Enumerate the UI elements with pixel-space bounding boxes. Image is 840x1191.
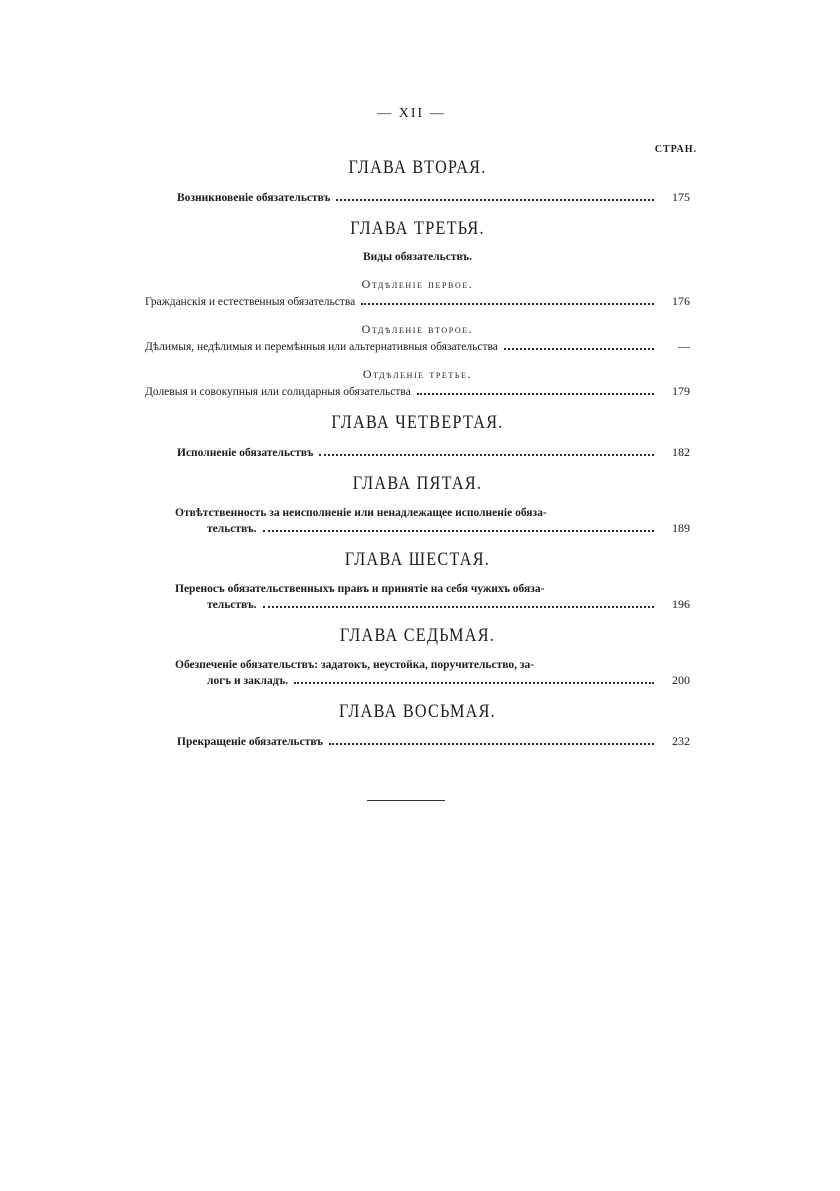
chapter-block (145, 445, 690, 461)
entry-page-number: 189 (672, 521, 690, 535)
toc-entry (145, 294, 690, 310)
entry-line (175, 673, 690, 689)
chapter-block (145, 322, 690, 355)
chapter-block (145, 367, 690, 400)
toc-entry (175, 582, 690, 613)
entry-page-number: 176 (672, 294, 690, 308)
entry-page-number: 179 (672, 384, 690, 398)
entry-page-number: 175 (672, 190, 690, 204)
entry-page-number: 200 (672, 673, 690, 687)
chapter-heading: ГЛАВА ТРЕТЬЯ. (350, 218, 485, 239)
entry-list (145, 190, 690, 206)
chapter (145, 701, 690, 750)
entry-page-number: 182 (672, 445, 690, 459)
entry-line (145, 339, 690, 355)
entry-page-number: 232 (672, 734, 690, 748)
entry-list (145, 506, 690, 537)
entry-title: Гражданскія и естественныя обязательства (145, 296, 356, 308)
entry-line (175, 506, 690, 521)
closing-rule (367, 800, 445, 801)
entry-line (145, 294, 690, 310)
dot-leader (329, 743, 654, 745)
dot-leader (504, 348, 654, 350)
toc-entry (177, 445, 690, 461)
toc-entry (175, 658, 690, 689)
chapter (145, 157, 690, 206)
chapter-subheading: Виды обязательствъ. (362, 251, 473, 263)
toc-entry (175, 506, 690, 537)
chapter (145, 549, 690, 613)
entry-title: Дѣлимыя, недѣлимыя и перемѣнныя или альтернативныя обязательства (145, 341, 498, 353)
chapter-heading: ГЛАВА ВОСЬМАЯ. (339, 701, 496, 722)
entry-line (175, 521, 690, 537)
chapter (145, 625, 690, 689)
chapter (145, 473, 690, 537)
chapter-heading: ГЛАВА ЧЕТВЕРТАЯ. (331, 412, 504, 433)
chapter-heading: ГЛАВА ПЯТАЯ. (352, 473, 483, 494)
dot-leader (361, 303, 654, 305)
entry-list (145, 384, 690, 400)
section-label: Отдѣленіе третье. (362, 367, 473, 381)
toc-entry (145, 384, 690, 400)
entry-list (145, 339, 690, 355)
entry-list (145, 658, 690, 689)
entry-title: тельствъ. (207, 523, 257, 535)
entry-title: логъ и закладъ. (207, 675, 289, 687)
dot-leader (294, 682, 654, 684)
entry-line (145, 384, 690, 400)
entry-title: Отвѣтственность за неисполненіе или ненадлежащее исполненіе обяза- (175, 507, 547, 519)
chapter-block (145, 658, 690, 689)
entry-page-number: — (678, 339, 690, 353)
dot-leader (319, 454, 654, 456)
entry-list (145, 734, 690, 750)
chapter (145, 412, 690, 461)
entry-list (145, 445, 690, 461)
toc-entry (177, 734, 690, 750)
entry-list (145, 294, 690, 310)
table-of-contents (145, 157, 690, 750)
entry-page-number: 196 (672, 597, 690, 611)
entry-list (145, 582, 690, 613)
entry-title: тельствъ. (207, 599, 257, 611)
section-label: Отдѣленіе первое. (361, 277, 474, 291)
page-column-label: СТРАН. (654, 144, 697, 155)
page-folio: — XII — (377, 106, 446, 121)
entry-line (177, 445, 690, 461)
entry-title: Прекращеніе обязательствъ (177, 736, 324, 748)
entry-title: Возникновеніе обязательствъ (177, 192, 331, 204)
entry-line (175, 597, 690, 613)
chapter-block (145, 506, 690, 537)
chapter-block (145, 277, 690, 310)
entry-title: Исполненіе обязательствъ (177, 447, 314, 459)
entry-line (177, 734, 690, 750)
entry-title: Обезпеченіе обязательствъ: задатокъ, неустойка, поручительство, за- (175, 659, 535, 671)
dot-leader (417, 393, 654, 395)
entry-line (175, 582, 690, 597)
chapter-block (145, 734, 690, 750)
dot-leader (336, 199, 654, 201)
chapter-block (145, 582, 690, 613)
chapter-heading: ГЛАВА ШЕСТАЯ. (344, 549, 491, 570)
toc-entry (177, 190, 690, 206)
chapter-heading: ГЛАВА СЕДЬМАЯ. (339, 625, 496, 646)
chapter-block (145, 190, 690, 206)
chapter (145, 218, 690, 400)
dot-leader (263, 530, 654, 532)
chapter-heading: ГЛАВА ВТОРАЯ. (348, 157, 487, 178)
entry-title: Переносъ обязательственныхъ правъ и принятіе на себя чужихъ обяза- (175, 583, 545, 595)
toc-entry (145, 339, 690, 355)
section-label: Отдѣленіе второе. (361, 322, 474, 336)
entry-line (177, 190, 690, 206)
dot-leader (263, 606, 654, 608)
entry-line (175, 658, 690, 673)
entry-title: Долевыя и совокупныя или солидарныя обязательства (145, 386, 411, 398)
